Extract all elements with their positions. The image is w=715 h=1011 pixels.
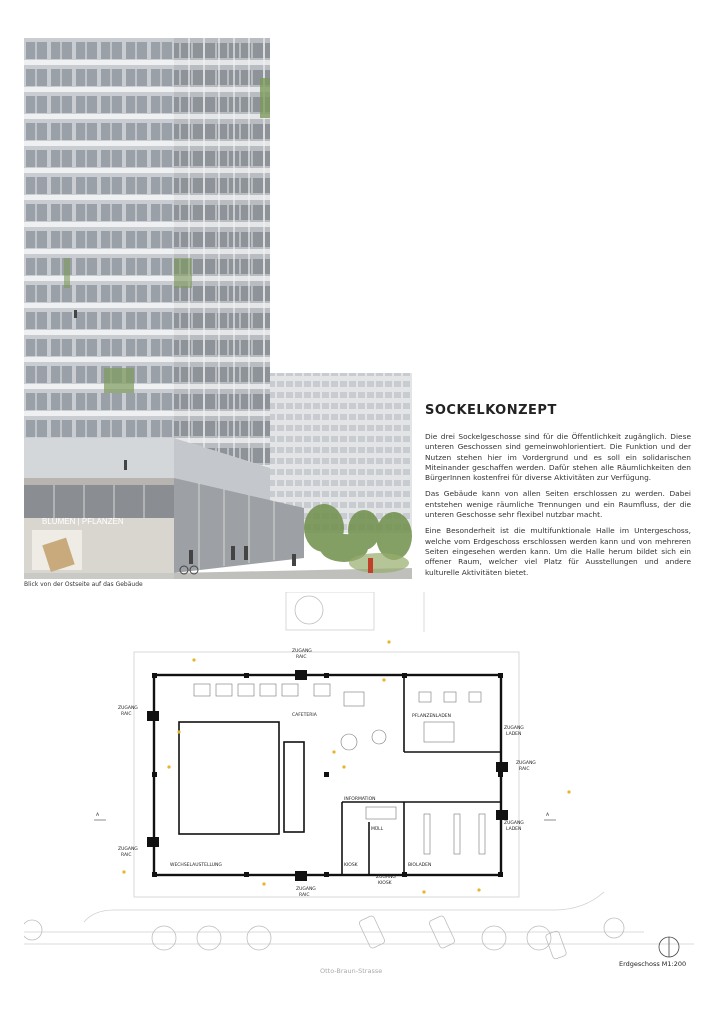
label-axis-a-left: A [96, 813, 100, 818]
label-cafeteria: CAFETERIA [292, 713, 317, 718]
label-zugang-right: ZUGANG [516, 761, 536, 766]
label-raic-bottom: RAIC [299, 893, 310, 898]
label-information: INFORMATION [344, 797, 376, 802]
floor-plan [24, 592, 694, 977]
street-label: Otto-Braun-Strasse [320, 967, 383, 975]
label-zugang-top: ZUGANG [292, 649, 312, 654]
label-raic-left2: RAIC [121, 853, 132, 858]
label-pflanzenladen: PFLANZENLADEN [412, 714, 452, 719]
body-text [425, 432, 691, 584]
shop-sign: BLUMEN | PFLANZEN [42, 517, 124, 526]
label-kiosk: KIOSK [344, 863, 358, 868]
building-rendering [24, 38, 412, 579]
label-kiosk2: KIOSK [378, 881, 392, 886]
label-zugang-bottom: ZUGANG [296, 887, 316, 892]
scale-label: Erdgeschoss M1:200 [619, 960, 687, 968]
paragraph-1: Die drei Sockelgeschosse sind für die Öffentlichkeit zugänglich. Diese unteren Geschossen sind gemeinwohlorientiert. Die Funktion und der Nutzen stehen hier im Vordergrund und es soll ein solidarischen Miteinander geschaffen werden. Dafür stehen alle Räumlichkeiten den BürgerInnen kostenfrei für diverse Aktivitäten zur Verfügung. [425, 432, 691, 483]
label-raic-top: RAIC [296, 655, 307, 660]
label-zugang-kiosk: ZUGANG [376, 875, 396, 880]
label-raic-right: RAIC [519, 767, 530, 772]
paragraph-3: Eine Besonderheit ist die multifunktionale Halle im Untergeschoss, welche vom Erdgeschoss erschlossen werden kann und von mehreren Seiten eingesehen werden kann. Um die Halle herum bildet sich ein offener Raum, welcher viel Platz für Ausstellungen und andere kulturelle Aktivitäten bietet. [425, 526, 691, 577]
label-raic-left1: RAIC [121, 712, 132, 717]
label-laden1: LADEN [506, 732, 522, 737]
label-laden2: LADEN [506, 827, 522, 832]
label-zugang-laden1: ZUGANG [504, 726, 524, 731]
label-zugang-left2: ZUGANG [118, 847, 138, 852]
label-muell: MÜLL [371, 827, 384, 832]
image-caption: Blick von der Ostseite auf das Gebäude [24, 581, 143, 588]
label-wechselausstellung: WECHSELAUSTELLUNG [170, 863, 222, 868]
paragraph-2: Das Gebäude kann von allen Seiten erschlossen zu werden. Dabei entstehen wenige räumliche Trennungen und ein Raumfluss, der die unteren Geschosse sehr flexibel nutzbar macht. [425, 489, 691, 520]
label-zugang-left1: ZUGANG [118, 706, 138, 711]
label-zugang-laden2: ZUGANG [504, 821, 524, 826]
section-title: SOCKELKONZEPT [425, 403, 557, 418]
label-axis-a-right: A [546, 813, 550, 818]
label-bioladen: BIOLADEN [408, 863, 432, 868]
